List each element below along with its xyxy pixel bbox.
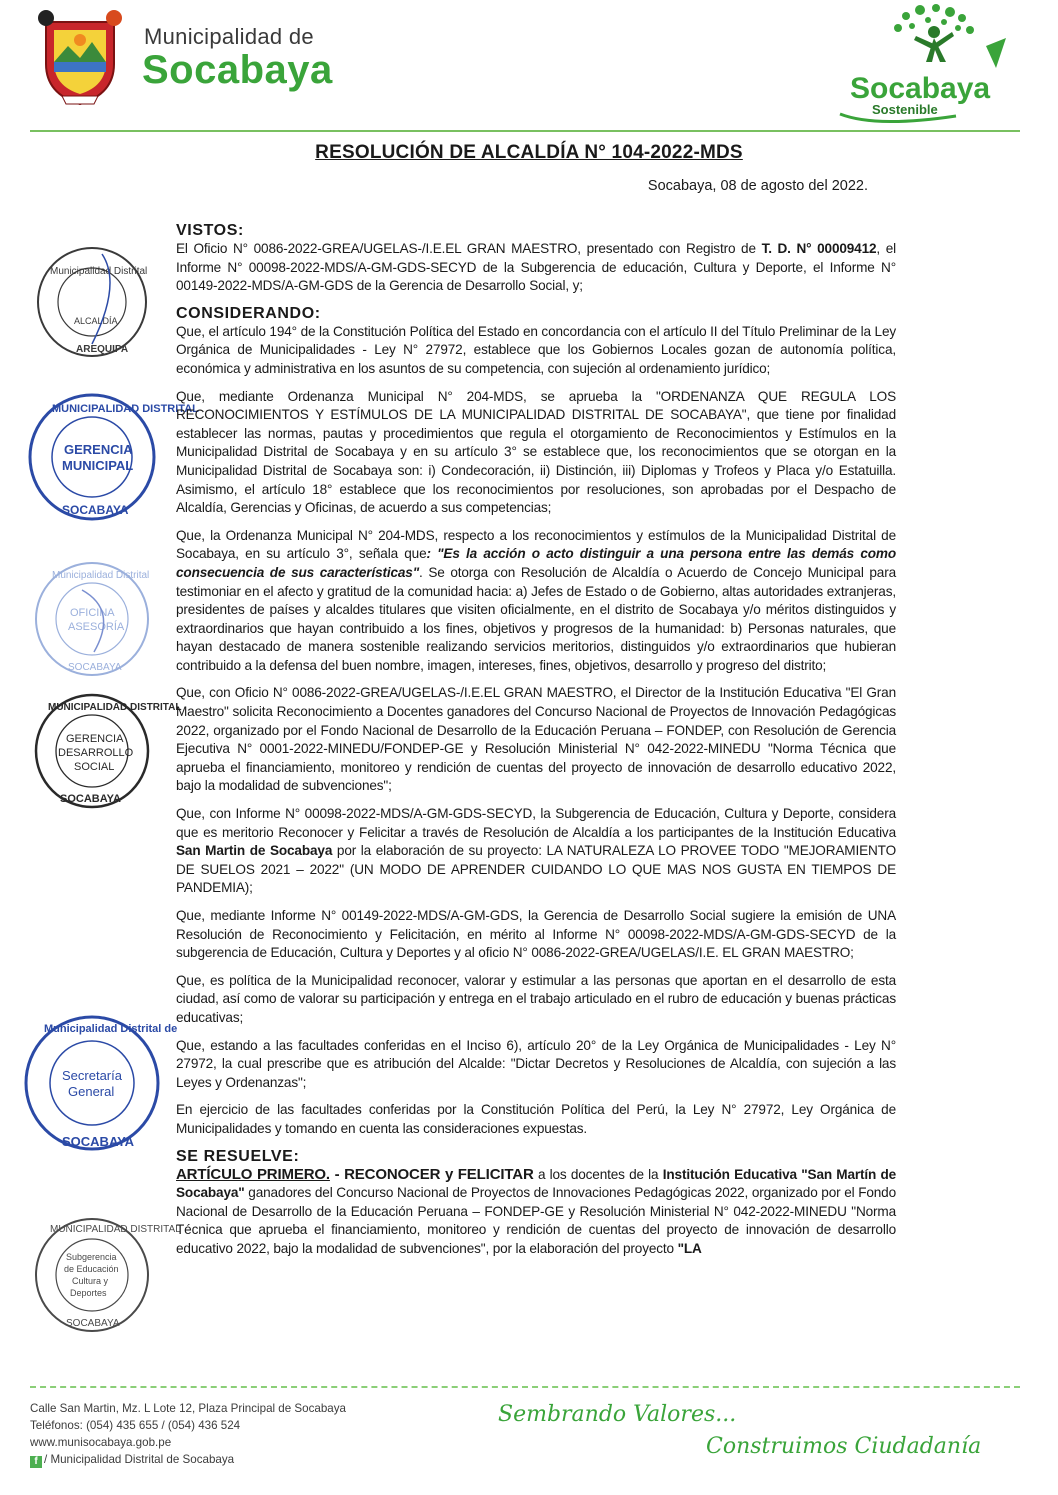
svg-text:GERENCIA: GERENCIA (66, 733, 124, 745)
socabaya-sostenible-logo (836, 2, 1022, 128)
municipal-crest-logo (32, 8, 128, 108)
svg-text:SOCABAYA: SOCABAYA (68, 662, 122, 673)
considerando-paragraph-9: En ejercicio de las facultades conferidas por la Constitución Política del Perú, la Ley N° 27972, Ley Orgánica de Municipalidades y tomando en cuenta las consideraciones expuestas. (176, 1102, 896, 1136)
footer-phones: Teléfonos: (054) 435 655 / (054) 436 524 (30, 1419, 241, 1432)
considerando-paragraph-7: Que, es política de la Municipalidad reconocer, valorar y estimular a las personas que aportan en el desarrollo de esta ciudad, así como de valorar su participación y entrega en el trabajo articulado en el rubro de educación y buenas prácticas educativas; (176, 972, 896, 1025)
brand-name-text: Socabaya (850, 72, 991, 105)
seal-oficina-asesoria (22, 556, 162, 682)
svg-text:MUNICIPALIDAD DISTRITAL: MUNICIPALIDAD DISTRITAL (52, 403, 199, 415)
considerando-paragraph-6: Que, mediante Informe N° 00149-2022-MDS/A-GM-GDS, la Gerencia de Desarrollo Social sugiere la emisión de UNA Resolución de Reconocimiento y Felicitación, en mérito al Informe N° 00098-2022-MDS/A-GM-GDS-SECYD de la subgerencia de Educación, Cultura y Deportes y al oficio N° 0086-2022-GREA/UGELAS/I.E. EL GRAN MAESTRO; (176, 908, 896, 961)
svg-text:Secretaría: Secretaría (62, 1068, 122, 1083)
municipality-name-line2: Socabaya (142, 48, 333, 92)
svg-text:ALCALDÍA: ALCALDÍA (74, 316, 118, 326)
svg-text:SOCABAYA: SOCABAYA (60, 793, 121, 805)
se-resuelve-heading: SE RESUELVE: (176, 1147, 300, 1165)
considerando-paragraph-3: Que, la Ordenanza Municipal N° 204-MDS, respecto a los reconocimientos y estímulos de la Municipalidad Distrital de Socabaya, en su artículo 3°, señala que: "Es la acción o acto distinguir a una persona entre las demás como consecuencia de sus características". Se otorga con Resolución de Alcaldía o Acuerdo de Concejo Municipal para testimoniar en el afecto y gratitud de la comunidad hacia: a) Jefes de Estado o de Gobierno, altas autoridades extranjeras, presidentes de países y alcaldes titulares que visiten oficialmente, en el distrito de Socabaya y/o méritos distinguidos y extraordinarios que hayan contribuido a los fines, objetivos y progresos de la humanidad: b) Personas naturales, que hayan destacado de manera sostenible realizando servicios meritorios, distinguidos y/o extraordinarios que hubieran contribuido a la defensa del buen nombre, imagen, intereses, fines, objetivos, desarrollo y progreso del distrito; (176, 527, 896, 673)
considerando-paragraph-4: Que, con Oficio N° 0086-2022-GREA/UGELAS-/I.E.EL GRAN MAESTRO, el Director de la Institución Educativa "El Gran Maestro" solicita Reconocimiento a Docentes ganadores del Concurso Nacional de Proyectos de Innovación Pedagógicas 2022, organizado por el Fondo Nacional de Desarrollo de la Educación Peruana – FONDEP, con Resolución de Gerencia Ejecutiva N° 0001-2022-MINEDU/FONDEP-GE y Resolución Ministerial N° 042-2022-MINEDU "Norma Técnica que aprueba el financiamiento, monitoreo y rendición de cuentas del proyecto de innovación de desarrollo educativo 2022, bajo la modalidad de subvenciones"; (176, 685, 896, 794)
svg-text:Deportes: Deportes (70, 1288, 107, 1298)
svg-text:de Educación: de Educación (64, 1264, 119, 1274)
footer-website-link[interactable]: www.munisocabaya.gob.pe (30, 1436, 172, 1449)
footer-address: Calle San Martin, Mz. L Lote 12, Plaza Principal de Socabaya (30, 1402, 346, 1415)
considerando-paragraph-5: Que, con Informe N° 00098-2022-MDS/A-GM-GDS-SECYD, la Subgerencia de Educación, Cultura y Deporte, considera que es meritorio Reconocer y Felicitar a través de Resolución de Alcaldía a los participantes de la Institución Educativa San Martin de Socabaya por la elaboración de su proyecto: LA NATURALEZA LO PROVEE TODO "MEJORAMIENTO DE SUELOS 2021 – 2022" (UN MODO DE APRENDER CUIDANDO LO QUE MAS NOS GUSTA EN TIEMPOS DE PANDEMIA); (176, 806, 896, 896)
footer-divider (30, 1386, 1020, 1389)
slogan-line-1: Sembrando Valores... (498, 1402, 737, 1427)
vistos-heading: VISTOS: (176, 222, 244, 239)
svg-text:DESARROLLO: DESARROLLO (58, 747, 134, 759)
svg-text:SOCIAL: SOCIAL (74, 761, 115, 773)
brand-tagline-text: Sostenible (872, 102, 938, 117)
considerando-paragraph-8: Que, estando a las facultades conferidas en el Inciso 6), artículo 20° de la Ley Orgánica de Municipalidades - Ley N° 27972, la cual prescribe que es atribución del Alcalde: "Dictar Decretos y Resoluciones de Alcaldía, con sujeción a las Leyes y Ordenanzas"; (176, 1037, 896, 1090)
slogan-line-2: Construimos Ciudadanía (706, 1434, 982, 1459)
svg-text:Subgerencia: Subgerencia (66, 1252, 117, 1262)
resolution-date: Socabaya, 08 de agosto del 2022. (647, 178, 868, 194)
svg-text:MUNICIPALIDAD DISTRITAL: MUNICIPALIDAD DISTRITAL (48, 702, 182, 713)
resolution-title: RESOLUCIÓN DE ALCALDÍA N° 104-2022-MDS (315, 142, 743, 163)
seal-gerencia-desarrollo-social (22, 690, 182, 812)
considerando-paragraph-1: Que, el artículo 194° de la Constitución Política del Estado en concordancia con el artículo II del Título Preliminar de la Ley Orgánica de Municipalidades - Ley N° 27972, establece que los Gobiernos Locales gozan de autonomía política, económica y administrativa en los asuntos de su competencia, con sujeción al ordenamiento jurídico; (176, 323, 896, 376)
considerando-heading: CONSIDERANDO: (176, 304, 321, 322)
vistos-paragraph: El Oficio N° 0086-2022-GREA/UGELAS-/I.E.EL GRAN MAESTRO, presentado con Registro de T. D. N° 00009412, el Informe N° 00098-2022-MDS/A-GM-GDS-SECYD de la Subgerencia de educación, Cultura y Deporte, el Informe N° 00149-2022-MDS/A-GM-GDS de la Gerencia de Desarrollo Social, y; (176, 241, 896, 294)
article-primero-paragraph: ARTÍCULO PRIMERO. - RECONOCER y FELICITAR a los docentes de la Institución Educativa "San Martín de Socabaya" ganadores del Concurso Nacional de Proyectos de Innovaciones Pedagógicas 2022, organizado por el Fondo Nacional de Desarrollo de la Educación Peruana – FONDEP-GE y Resolución Ministerial N° 042-2022-MINEDU "Norma Técnica que aprueba el financiamiento, monitoreo y rendición de cuentas del proyecto de innovación de desarrollo educativo 2022, bajo la modalidad de subvenciones", por la elaboración del proyecto "LA (176, 1165, 897, 1256)
footer-contact-info (30, 1400, 346, 1468)
svg-text:Cultura y: Cultura y (72, 1276, 109, 1286)
resolution-body (176, 222, 896, 1268)
svg-text:GERENCIA: GERENCIA (64, 442, 133, 457)
svg-text:Municipalidad Distrital: Municipalidad Distrital (50, 266, 148, 277)
seal-alcaldia (22, 244, 162, 360)
svg-text:MUNICIPAL: MUNICIPAL (62, 458, 134, 473)
footer-facebook[interactable]: f / Municipalidad Distrital de Socabaya (30, 1451, 346, 1468)
svg-text:SOCABAYA: SOCABAYA (66, 1318, 120, 1329)
seal-secretaria-general (22, 1008, 178, 1158)
seal-subgerencia-educacion (22, 1212, 181, 1338)
svg-text:Municipalidad Distrital de: Municipalidad Distrital de (44, 1023, 178, 1035)
svg-text:AREQUIPA: AREQUIPA (76, 344, 129, 355)
considerando-paragraph-2: Que, mediante Ordenanza Municipal N° 204-MDS, se aprueba la "ORDENANZA QUE REGULA LOS RECONOCIMIENTOS Y ESTÍMULOS DE LA MUNICIPALIDAD DISTRITAL DE SOCABAYA", que tiene por finalidad establecer las normas, pautas y procedimientos que regula el otorgamiento de Reconocimientos y Estímulos en la Municipalidad Distrital de Socabaya y en su artículo 3° se establece que, los reconocimientos que se otorgan en la Municipalidad Distrital de Socabaya son: i) Condecoración, ii) Distinción, iii) Diplomas y Trofeos y Placa y/o Estatuilla. Asimismo, el artículo 18° establece que los reconocimientos por resoluciones, son aprobadas por el Despacho de Alcaldía, Gerencias y Oficinas, de acuerdo a sus competencias; (176, 388, 896, 516)
svg-text:MUNICIPALIDAD DISTRITAL: MUNICIPALIDAD DISTRITAL (50, 1224, 181, 1235)
svg-text:OFICINA: OFICINA (70, 607, 115, 619)
svg-text:General: General (68, 1084, 115, 1099)
municipality-name-line1: Municipalidad de (144, 24, 314, 49)
svg-text:ASESORÍA: ASESORÍA (68, 621, 125, 633)
svg-text:SOCABAYA: SOCABAYA (62, 1134, 135, 1149)
header-divider (30, 130, 1020, 132)
article-label: ARTÍCULO PRIMERO. (176, 1165, 330, 1183)
svg-text:SOCABAYA: SOCABAYA (62, 503, 129, 517)
svg-text:Municipalidad Distrital: Municipalidad Distrital (52, 570, 150, 581)
seal-gerencia-municipal (22, 390, 199, 524)
facebook-icon: f (30, 1456, 42, 1468)
